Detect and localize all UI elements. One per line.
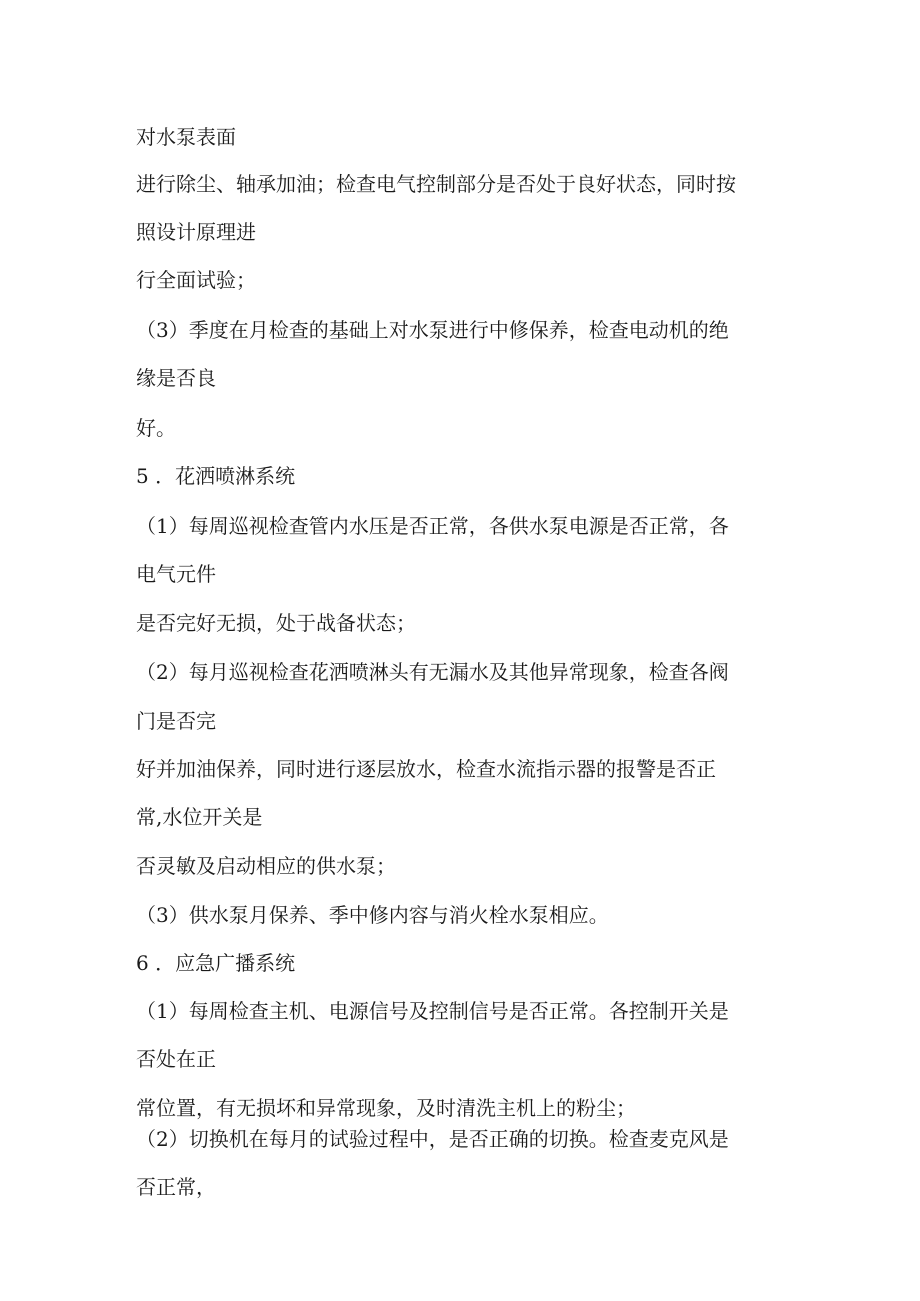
text-line: 否灵敏及启动相应的供水泵； (136, 854, 396, 878)
text-line: 好。 (136, 416, 176, 440)
text-line: 常位置，有无损坏和异常现象，及时清洗主机上的粉尘； (136, 1096, 636, 1120)
text-line: （2）切换机在每月的试验过程中，是否正确的切换。检查麦克风是 (136, 1127, 729, 1151)
text-line: 缘是否良 (136, 366, 216, 390)
text-line: 好并加油保养，同时进行逐层放水，检查水流指示器的报警是否正 (136, 757, 716, 781)
text-line: （3）季度在月检查的基础上对水泵进行中修保养，检查电动机的绝 (136, 318, 729, 342)
text-line: （2）每月巡视检查花洒喷淋头有无漏水及其他异常现象，检查各阀 (136, 660, 729, 684)
text-line: 照设计原理进 (136, 220, 256, 244)
text-line: 对水泵表面 (136, 125, 236, 149)
text-line: 进行除尘、轴承加油；检查电气控制部分是否处于良好状态，同时按 (136, 172, 736, 196)
text-line: 否正常， (136, 1175, 216, 1199)
text-line: 常,水位开关是 (136, 805, 263, 829)
text-line: 否处在正 (136, 1047, 216, 1071)
text-line: （1）每周检查主机、电源信号及控制信号是否正常。各控制开关是 (136, 999, 729, 1023)
text-line: 电气元件 (136, 562, 216, 586)
text-line: （3）供水泵月保养、季中修内容与消火栓水泵相应。 (136, 903, 609, 927)
section-heading: 5 ．花洒喷淋系统 (136, 464, 296, 488)
text-line: （1）每周巡视检查管内水压是否正常，各供水泵电源是否正常，各 (136, 514, 729, 538)
text-line: 是否完好无损，处于战备状态； (136, 611, 416, 635)
text-line: 门是否完 (136, 709, 216, 733)
section-heading: 6 ．应急广播系统 (136, 951, 296, 975)
text-line: 行全面试验； (136, 268, 256, 292)
